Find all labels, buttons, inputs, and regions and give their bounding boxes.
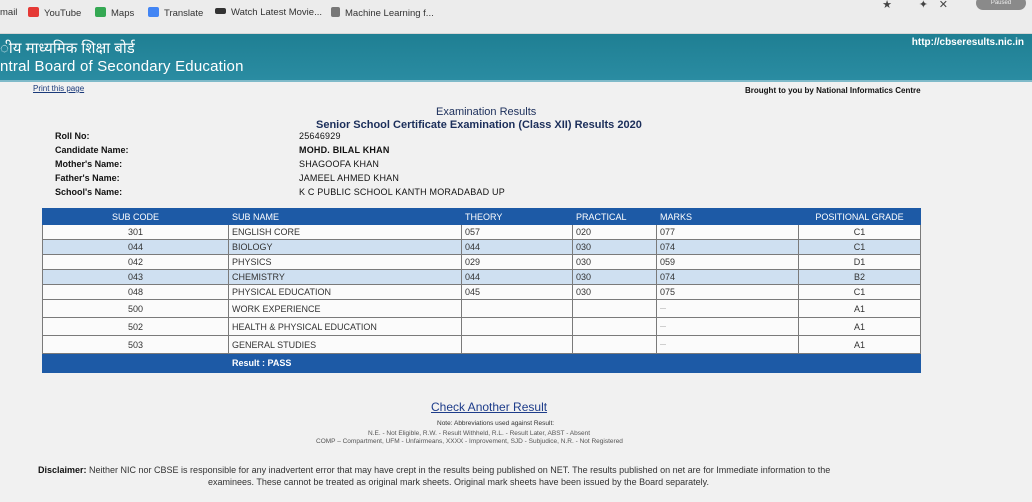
document-icon [331, 7, 340, 17]
cell-grade: A1 [799, 318, 921, 336]
school-name-label: School's Name: [55, 187, 123, 197]
school-name-value: K C PUBLIC SCHOOL KANTH MORADABAD UP [299, 187, 505, 197]
extension-icon[interactable]: ✦ [918, 0, 928, 11]
cell-marks: --- [657, 318, 799, 336]
bookmark-label: mail [0, 7, 18, 18]
bookmark-youtube[interactable] [28, 7, 81, 20]
header-marks: MARKS [657, 209, 799, 225]
cell-grade: C1 [799, 240, 921, 255]
mother-name-value: SHAGOOFA KHAN [299, 159, 380, 169]
mother-name-row [0, 159, 1032, 173]
cell-grade: D1 [799, 255, 921, 270]
bookmark-watch-movie[interactable] [215, 7, 322, 19]
cell-practical: 030 [573, 240, 657, 255]
disclaimer-label: Disclaimer: [38, 465, 87, 475]
disclaimer-line2: examinees. These cannot be treated as original mark sheets. Original mark sheets have been issued by the Board separately. [208, 477, 709, 487]
cell-grade: C1 [799, 285, 921, 300]
cell-marks: 077 [657, 225, 799, 240]
table-row [43, 225, 921, 240]
bookmark-star-icon[interactable]: ★ [882, 0, 892, 11]
check-another-result-link[interactable]: Check Another Result [431, 400, 548, 414]
table-row [43, 300, 921, 318]
cell-practical: 020 [573, 225, 657, 240]
table-row [43, 270, 921, 285]
movie-icon [215, 8, 226, 14]
father-name-value: JAMEEL AHMED KHAN [299, 173, 400, 183]
school-name-row [0, 187, 1032, 201]
father-name-label: Father's Name: [55, 173, 120, 183]
result-row [43, 354, 921, 373]
bookmark-label: Maps [111, 8, 135, 19]
disclaimer-line1: Neither NIC nor CBSE is responsible for any inadvertent error that may have crept in the results being published on NET. The results published on net are for Immediate information to the [86, 465, 831, 475]
print-page-link[interactable]: Print this page [33, 84, 85, 93]
cell-theory: 044 [462, 240, 573, 255]
bookmark-translate[interactable] [148, 7, 203, 20]
cell-sub-name: WORK EXPERIENCE [229, 300, 462, 318]
bookmark-label: YouTube [44, 8, 82, 19]
cell-sub-name: PHYSICS [229, 255, 462, 270]
youtube-icon [28, 7, 39, 17]
father-name-row [0, 173, 1032, 187]
cell-grade: A1 [799, 336, 921, 354]
hindi-title: ीय माध्यमिक शिक्षा बोर्ड [0, 40, 135, 57]
cell-theory: 044 [462, 270, 573, 285]
table-row [43, 336, 921, 354]
cell-sub-name: HEALTH & PHYSICAL EDUCATION [229, 318, 462, 336]
cell-practical [573, 318, 657, 336]
top-links [0, 84, 1032, 96]
abbreviations-note-line1: N.E. - Not Eligible, R.W. - Result Withheld, R.L. - Result Later, ABST - Absent [368, 430, 591, 437]
mother-name-label: Mother's Name: [55, 159, 123, 169]
cell-marks: 059 [657, 255, 799, 270]
english-title: ntral Board of Secondary Education [0, 58, 244, 75]
bookmark-label: Translate [164, 8, 204, 19]
profile-button[interactable] [976, 0, 1026, 10]
cell-marks: --- [657, 336, 799, 354]
table-row [43, 285, 921, 300]
roll-no-value: 25646929 [299, 131, 341, 141]
profile-label: Paused [990, 0, 1012, 6]
table-row [43, 318, 921, 336]
marks-table [42, 208, 921, 373]
bookmark-maps[interactable] [95, 7, 134, 20]
header-grade: POSITIONAL GRADE [799, 209, 921, 225]
result-spacer [43, 354, 229, 373]
table-row [43, 240, 921, 255]
cell-practical: 030 [573, 270, 657, 285]
site-header [0, 34, 1032, 82]
cell-sub-name: GENERAL STUDIES [229, 336, 462, 354]
table-row [43, 255, 921, 270]
cell-marks: 075 [657, 285, 799, 300]
cell-theory: 029 [462, 255, 573, 270]
cell-marks: --- [657, 300, 799, 318]
cell-grade: C1 [799, 225, 921, 240]
header-sub-name: SUB NAME [229, 209, 462, 225]
cell-sub-code: 301 [43, 225, 229, 240]
exam-name-title: Senior School Certificate Examination (Class XII) Results 2020 [316, 119, 642, 131]
bookmark-label: Machine Learning f... [345, 8, 434, 19]
cell-sub-code: 048 [43, 285, 229, 300]
cell-practical [573, 336, 657, 354]
cell-sub-name: ENGLISH CORE [229, 225, 462, 240]
result-text: Result : PASS [229, 354, 921, 373]
nic-credit: Brought to you by National Informatics Centre [745, 86, 921, 95]
cell-theory [462, 318, 573, 336]
cell-practical: 030 [573, 255, 657, 270]
cell-theory [462, 300, 573, 318]
cell-practical [573, 300, 657, 318]
abbreviations-note-line2: COMP – Compartment, UFM - Unfairmeans, XXXX - Improvement, SJD - Subjudice, N.R. - Not Registered [316, 438, 623, 445]
cell-theory [462, 336, 573, 354]
header-sub-code: SUB CODE [43, 209, 229, 225]
roll-no-row [0, 131, 1032, 145]
roll-no-label: Roll No: [55, 131, 90, 141]
abbreviations-note-title: Note: Abbreviations used against Result: [437, 420, 555, 427]
cell-sub-name: PHYSICAL EDUCATION [229, 285, 462, 300]
cell-sub-code: 502 [43, 318, 229, 336]
cell-grade: B2 [799, 270, 921, 285]
site-url: http://cbseresults.nic.in [911, 37, 1024, 48]
bookmarks-bar [0, 0, 1032, 34]
disclaimer [38, 464, 938, 488]
bookmark-machine-learning[interactable] [331, 7, 434, 20]
bookmark-mail[interactable] [0, 7, 17, 19]
maps-icon [95, 7, 106, 17]
cell-theory: 057 [462, 225, 573, 240]
examination-results-title: Examination Results [436, 106, 537, 118]
cell-sub-code: 500 [43, 300, 229, 318]
cell-sub-name: CHEMISTRY [229, 270, 462, 285]
cell-sub-code: 042 [43, 255, 229, 270]
cell-marks: 074 [657, 240, 799, 255]
cell-practical: 030 [573, 285, 657, 300]
bookmark-label: Watch Latest Movie... [231, 7, 322, 18]
cell-sub-code: 503 [43, 336, 229, 354]
translate-icon [148, 7, 159, 17]
cell-marks: 074 [657, 270, 799, 285]
cell-sub-code: 043 [43, 270, 229, 285]
cell-sub-code: 044 [43, 240, 229, 255]
candidate-name-row [0, 145, 1032, 159]
table-header-row [43, 209, 921, 225]
candidate-name-label: Candidate Name: [55, 145, 129, 155]
header-theory: THEORY [462, 209, 573, 225]
close-icon[interactable]: ✕ [938, 0, 948, 11]
header-practical: PRACTICAL [573, 209, 657, 225]
cell-grade: A1 [799, 300, 921, 318]
cell-sub-name: BIOLOGY [229, 240, 462, 255]
cell-theory: 045 [462, 285, 573, 300]
candidate-name-value: MOHD. BILAL KHAN [299, 145, 390, 155]
